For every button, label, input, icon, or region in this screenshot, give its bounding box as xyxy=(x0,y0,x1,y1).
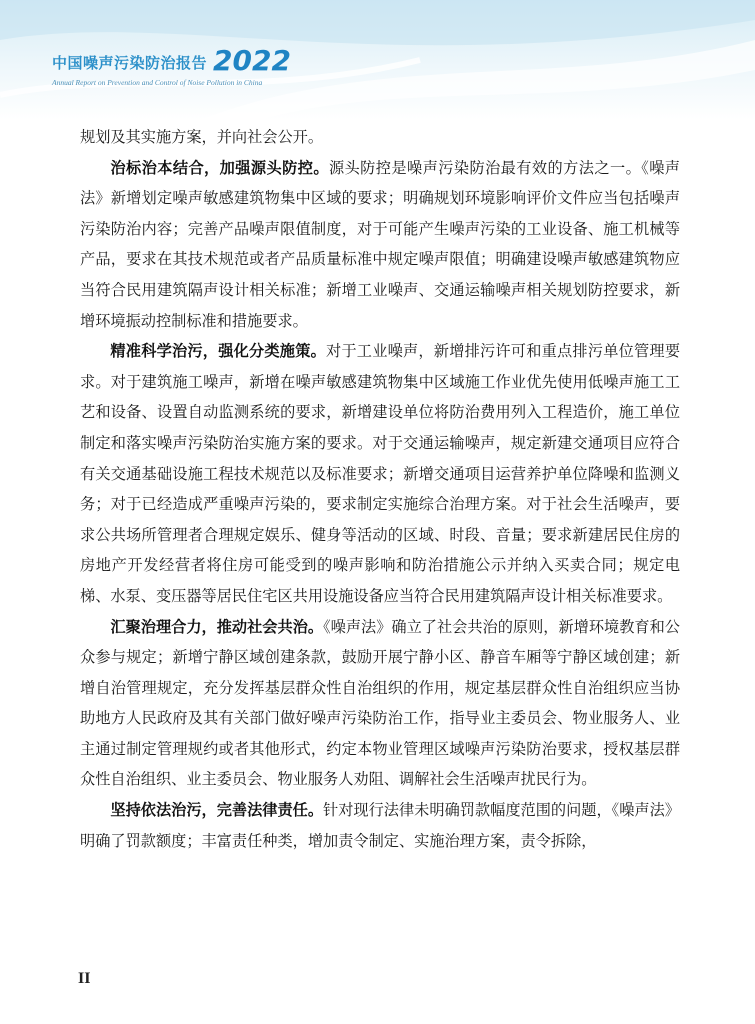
header-band xyxy=(0,0,755,120)
paragraph xyxy=(80,153,680,337)
paragraph-lead: 汇聚治理合力，推动社会共治。 xyxy=(110,617,324,636)
paragraph-text: 源头防控是噪声污染防治最有效的方法之一。《噪声法》新增划定噪声敏感建筑物集中区域的要求；明确规划环境影响评价文件应当包括噪声污染防治内容；完善产品噪声限值制度，对于可能产生噪声污染的工业设备、施工机械等产品，要求在其技术规范或者产品质量标准中规定噪声限值；明确建设噪声敏感建筑物应当符合民用建筑隔声设计相关标准；新增工业噪声、交通运输噪声相关规划防控要求，新增环境振动控制标准和措施要求。 xyxy=(80,158,680,330)
paragraph-text: 规划及其实施方案，并向社会公开。 xyxy=(80,128,323,146)
paragraph-text: 针对现行法律未明确罚款幅度范围的问题，《噪声法》明确了罚款额度；丰富责任种类，增加责令制定、实施治理方案，责令拆除， xyxy=(80,801,680,850)
paragraph xyxy=(80,612,680,796)
paragraph-lead: 精准科学治污，强化分类施策。 xyxy=(110,342,326,361)
report-title: 中国噪声污染防治报告 xyxy=(52,54,208,72)
paragraph xyxy=(80,795,680,856)
report-year: 2022 xyxy=(213,44,291,77)
body-text xyxy=(80,122,680,856)
report-subtitle: Annual Report on Prevention and Control of Noise Pollution in China xyxy=(52,78,263,87)
paragraph-lead: 坚持依法治污，完善法律责任。 xyxy=(110,801,324,820)
paragraph-lead: 治标治本结合，加强源头防控。 xyxy=(110,158,329,177)
paragraph-text: 对于工业噪声，新增排污许可和重点排污单位管理要求。对于建筑施工噪声，新增在噪声敏感建筑物集中区域施工作业优先使用低噪声施工工艺和设备、设置自动监测系统的要求，新增建设单位将防治费用列入工程造价，施工单位制定和落实噪声污染防治实施方案的要求。对于交通运输噪声，规定新建交通项目应符合有关交通基础设施工程技术规范以及标准要求；新增交通项目运营养护单位降噪和监测义务；对于已经造成严重噪声污染的，要求制定实施综合治理方案。对于社会生活噪声，要求公共场所管理者合理规定娱乐、健身等活动的区域、时段、音量；要求新建居民住房的房地产开发经营者将住房可能受到的噪声影响和防治措施公示并纳入买卖合同；规定电梯、水泵、变压器等居民住宅区共用设施设备应当符合民用建筑隔声设计相关标准要求。 xyxy=(80,342,681,605)
paragraph xyxy=(80,336,680,611)
paragraph-text: 《噪声法》确立了社会共治的原则，新增环境教育和公众参与规定；新增宁静区域创建条款，鼓励开展宁静小区、静音车厢等宁静区域创建；新增自治管理规定，充分发挥基层群众性自治组织的作用，规定基层群众性自治组织应当协助地方人民政府及其有关部门做好噪声污染防治工作，指导业主委员会、物业服务人、业主通过制定管理规约或者其他形式，约定本物业管理区域噪声污染防治要求，授权基层群众性自治组织、业主委员会、物业服务人劝阻、调解社会生活噪声扰民行为。 xyxy=(80,617,680,789)
page-number: II xyxy=(78,970,91,987)
paragraph xyxy=(80,122,680,153)
